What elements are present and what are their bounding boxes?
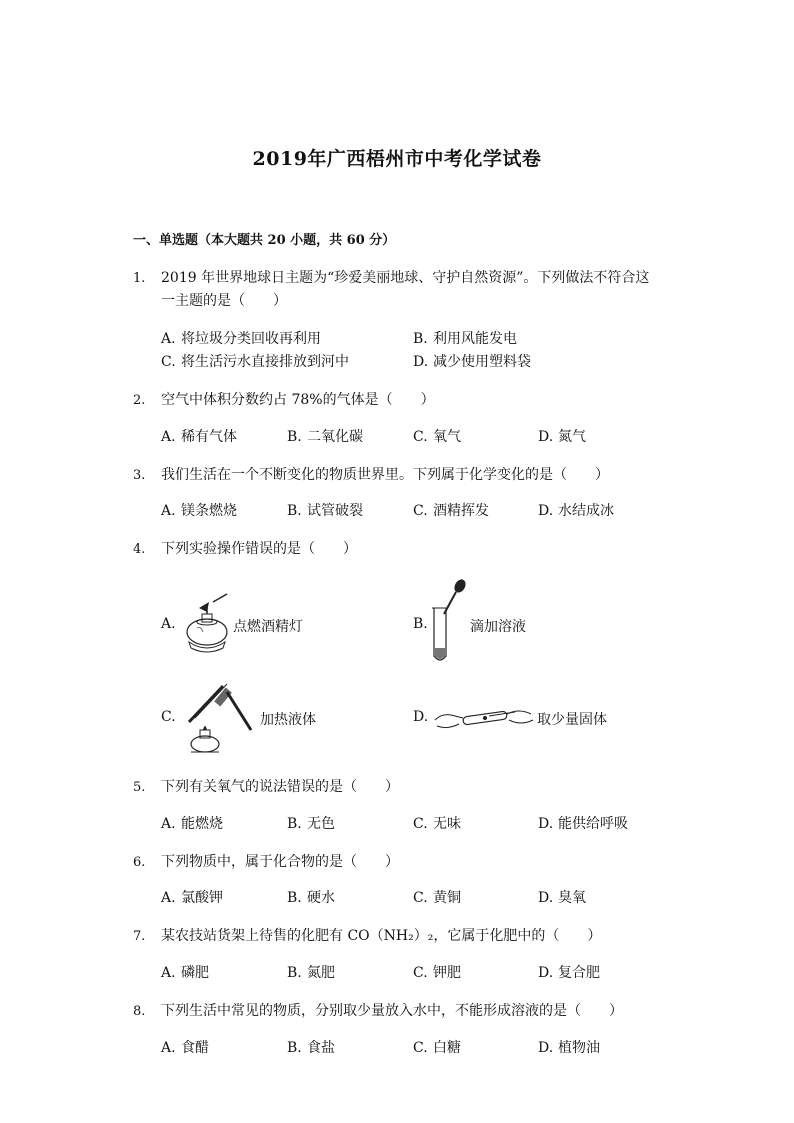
question-stem-line2: 一主题的是（ ） — [161, 293, 287, 309]
option-3d: D. 水结成冰 — [538, 503, 614, 519]
alcohol-lamp-lighting-icon — [183, 592, 233, 658]
option-1b: B. 利用风能发电 — [413, 331, 517, 347]
option-4b-text: 滴加溶液 — [470, 619, 526, 635]
question-number: 3. — [133, 468, 146, 483]
option-4c-letter: C. — [161, 709, 176, 725]
option-7c: C. 钾肥 — [413, 965, 461, 981]
question-number: 6. — [133, 855, 146, 870]
option-5c: C. 无味 — [413, 816, 461, 832]
question-stem: 下列生活中常见的物质，分别取少量放入水中，不能形成溶液的是（ ） — [161, 1003, 623, 1019]
option-1c: C. 将生活污水直接排放到河中 — [161, 354, 349, 370]
option-3c: C. 酒精挥发 — [413, 503, 489, 519]
question-number: 2. — [133, 393, 146, 408]
taking-solid-icon — [433, 704, 535, 734]
option-2a: A. 稀有气体 — [161, 429, 237, 445]
question-stem: 下列实验操作错误的是（ ） — [161, 541, 357, 557]
option-2c: C. 氧气 — [413, 429, 461, 445]
option-5d: D. 能供给呼吸 — [538, 816, 628, 832]
question-stem: 空气中体积分数约占 78%的气体是（ ） — [161, 392, 435, 408]
option-8b: B. 食盐 — [287, 1040, 335, 1056]
option-4d-letter: D. — [413, 709, 429, 725]
option-4a-letter: A. — [161, 616, 176, 632]
question-stem-line1: 2019 年世界地球日主题为“珍爱美丽地球、守护自然资源”。下列做法不符合这 — [161, 270, 650, 286]
question-number: 5. — [133, 780, 146, 795]
question-number: 1. — [133, 271, 146, 286]
option-3a: A. 镁条燃烧 — [161, 503, 237, 519]
question-stem: 下列物质中，属于化合物的是（ ） — [161, 854, 399, 870]
option-7a: A. 磷肥 — [161, 965, 209, 981]
option-6c: C. 黄铜 — [413, 890, 461, 906]
option-1d: D. 减少使用塑料袋 — [413, 354, 531, 370]
question-number: 4. — [133, 542, 146, 557]
page-title: 2019年广西梧州市中考化学试卷 — [252, 148, 542, 170]
option-8d: D. 植物油 — [538, 1040, 600, 1056]
option-5a: A. 能燃烧 — [161, 816, 223, 832]
option-4d-text: 取少量固体 — [537, 712, 607, 728]
question-stem: 某农技站货架上待售的化肥有 CO（NH₂）₂，它属于化肥中的（ ） — [161, 928, 602, 944]
question-number: 7. — [133, 929, 146, 944]
section-heading: 一、单选题（本大题共 20 小题，共 60 分） — [133, 233, 396, 248]
option-6d: D. 臭氧 — [538, 890, 586, 906]
option-2b: B. 二氧化碳 — [287, 429, 363, 445]
option-5b: B. 无色 — [287, 816, 335, 832]
option-8a: A. 食醋 — [161, 1040, 209, 1056]
option-3b: B. 试管破裂 — [287, 503, 363, 519]
option-8c: C. 白糖 — [413, 1040, 461, 1056]
option-4c-text: 加热液体 — [260, 712, 316, 728]
option-6b: B. 硬水 — [287, 890, 335, 906]
question-stem: 我们生活在一个不断变化的物质世界里。下列属于化学变化的是（ ） — [161, 467, 609, 483]
option-7d: D. 复合肥 — [538, 965, 600, 981]
question-number: 8. — [133, 1004, 146, 1019]
option-1a: A. 将垃圾分类回收再利用 — [161, 331, 321, 347]
heating-liquid-icon — [183, 680, 259, 754]
option-7b: B. 氮肥 — [287, 965, 335, 981]
dropper-test-tube-icon — [430, 578, 470, 664]
option-4b-letter: B. — [413, 616, 428, 632]
option-2d: D. 氮气 — [538, 429, 586, 445]
question-stem: 下列有关氧气的说法错误的是（ ） — [161, 779, 399, 795]
option-4a-text: 点燃酒精灯 — [233, 619, 303, 635]
option-6a: A. 氯酸钾 — [161, 890, 223, 906]
